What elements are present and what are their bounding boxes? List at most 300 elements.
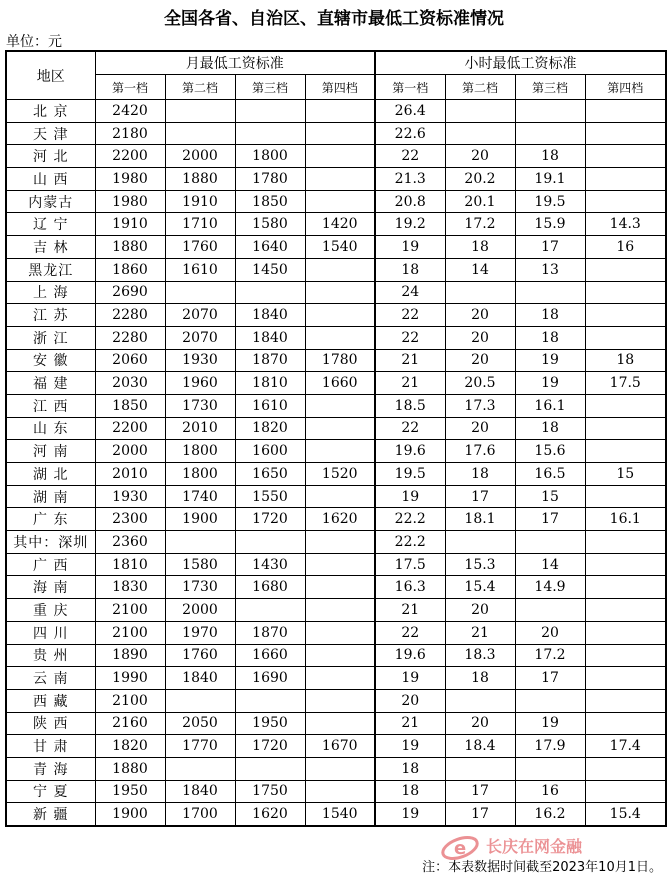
monthly-value-cell: 1730 — [165, 576, 235, 599]
hourly-value-cell: 16.3 — [375, 576, 445, 599]
hourly-value-cell: 19.5 — [515, 190, 585, 213]
table-row — [6, 281, 666, 304]
monthly-value-cell: 1980 — [95, 190, 165, 213]
monthly-value-cell: 1580 — [235, 213, 305, 236]
monthly-value-cell — [235, 599, 305, 622]
hourly-value-cell: 16 — [515, 780, 585, 803]
monthly-value-cell — [305, 485, 375, 508]
region-cell: 青 海 — [6, 757, 95, 780]
hourly-value-cell — [585, 145, 666, 168]
region-cell: 北 京 — [6, 100, 95, 123]
hourly-value-cell — [515, 689, 585, 712]
hourly-value-cell: 17.5 — [585, 372, 666, 395]
monthly-value-cell: 1540 — [305, 803, 375, 826]
hourly-value-cell — [585, 304, 666, 327]
monthly-value-cell — [165, 281, 235, 304]
monthly-value-cell: 2360 — [95, 531, 165, 554]
table-row — [6, 417, 666, 440]
monthly-value-cell — [305, 100, 375, 123]
hourly-value-cell — [585, 417, 666, 440]
monthly-value-cell — [305, 304, 375, 327]
monthly-value-cell: 1860 — [95, 258, 165, 281]
table-row — [6, 236, 666, 259]
monthly-value-cell — [305, 168, 375, 191]
hourly-value-cell — [515, 757, 585, 780]
hourly-value-cell — [585, 122, 666, 145]
hourly-value-cell: 20 — [445, 304, 515, 327]
hourly-value-cell: 21 — [375, 712, 445, 735]
hourly-value-cell: 21.3 — [375, 168, 445, 191]
region-cell: 福 建 — [6, 372, 95, 395]
region-cell: 内蒙古 — [6, 190, 95, 213]
monthly-value-cell: 1840 — [165, 667, 235, 690]
hourly-value-cell: 21 — [375, 599, 445, 622]
monthly-value-cell: 1930 — [95, 485, 165, 508]
hourly-value-cell — [585, 281, 666, 304]
hourly-value-cell: 20 — [445, 349, 515, 372]
monthly-value-cell: 1640 — [235, 236, 305, 259]
hourly-value-cell: 19 — [515, 372, 585, 395]
table-row — [6, 735, 666, 758]
table-row — [6, 689, 666, 712]
hourly-value-cell: 21 — [375, 372, 445, 395]
hourly-value-cell: 18 — [585, 349, 666, 372]
hourly-value-cell: 18 — [445, 667, 515, 690]
hourly-value-cell: 15 — [515, 485, 585, 508]
hourly-value-cell: 14.3 — [585, 213, 666, 236]
hourly-value-cell — [445, 122, 515, 145]
hourly-value-cell: 19.1 — [515, 168, 585, 191]
region-cell: 河 南 — [6, 440, 95, 463]
table-row — [6, 145, 666, 168]
monthly-value-cell: 1680 — [235, 576, 305, 599]
monthly-value-cell: 1430 — [235, 553, 305, 576]
hourly-value-cell: 24 — [375, 281, 445, 304]
hourly-value-cell: 20.8 — [375, 190, 445, 213]
monthly-value-cell: 1800 — [165, 440, 235, 463]
hourly-value-cell: 13 — [515, 258, 585, 281]
hourly-value-cell — [585, 394, 666, 417]
region-cell: 陕 西 — [6, 712, 95, 735]
monthly-value-cell: 1420 — [305, 213, 375, 236]
monthly-value-cell: 2060 — [95, 349, 165, 372]
monthly-value-cell — [305, 667, 375, 690]
monthly-value-cell: 1780 — [235, 168, 305, 191]
region-cell: 宁 夏 — [6, 780, 95, 803]
hourly-value-cell: 18 — [445, 463, 515, 486]
region-cell: 西 藏 — [6, 689, 95, 712]
hourly-value-cell: 14.9 — [515, 576, 585, 599]
table-body — [6, 100, 666, 827]
monthly-value-cell: 1760 — [165, 644, 235, 667]
hourly-value-cell: 15.4 — [585, 803, 666, 826]
hourly-value-cell: 17.3 — [445, 394, 515, 417]
hourly-value-cell — [515, 531, 585, 554]
monthly-value-cell — [305, 757, 375, 780]
monthly-value-cell: 2100 — [95, 689, 165, 712]
hourly-value-cell — [585, 485, 666, 508]
monthly-value-cell: 2050 — [165, 712, 235, 735]
hourly-value-cell — [585, 599, 666, 622]
hourly-value-cell: 17 — [515, 236, 585, 259]
hourly-tier-header: 第一档 — [375, 75, 445, 100]
monthly-value-cell: 2300 — [95, 508, 165, 531]
region-cell: 重 庆 — [6, 599, 95, 622]
hourly-value-cell: 18 — [515, 417, 585, 440]
monthly-value-cell — [165, 531, 235, 554]
monthly-value-cell: 2200 — [95, 417, 165, 440]
region-cell: 广 东 — [6, 508, 95, 531]
monthly-value-cell: 2180 — [95, 122, 165, 145]
watermark-logo — [438, 826, 668, 866]
hourly-value-cell: 19 — [515, 349, 585, 372]
monthly-value-cell: 1770 — [165, 735, 235, 758]
hourly-value-cell: 20 — [445, 145, 515, 168]
monthly-value-cell: 2160 — [95, 712, 165, 735]
table-row — [6, 190, 666, 213]
hourly-value-cell: 22 — [375, 621, 445, 644]
monthly-value-cell — [305, 145, 375, 168]
monthly-value-cell: 1810 — [235, 372, 305, 395]
region-cell: 江 西 — [6, 394, 95, 417]
table-row — [6, 621, 666, 644]
table-row — [6, 780, 666, 803]
hourly-tier-header: 第二档 — [445, 75, 515, 100]
monthly-value-cell: 1450 — [235, 258, 305, 281]
table-row — [6, 463, 666, 486]
hourly-value-cell: 16.2 — [515, 803, 585, 826]
hourly-value-cell — [585, 553, 666, 576]
monthly-value-cell: 1900 — [165, 508, 235, 531]
hourly-value-cell — [585, 621, 666, 644]
hourly-value-cell: 26.4 — [375, 100, 445, 123]
monthly-value-cell: 2100 — [95, 599, 165, 622]
monthly-value-cell: 1800 — [235, 145, 305, 168]
hourly-value-cell: 22 — [375, 145, 445, 168]
monthly-value-cell — [305, 417, 375, 440]
hourly-value-cell — [515, 281, 585, 304]
monthly-tier-header: 第二档 — [165, 75, 235, 100]
monthly-value-cell — [235, 757, 305, 780]
hourly-value-cell: 18 — [375, 258, 445, 281]
monthly-value-cell — [235, 122, 305, 145]
hourly-value-cell: 19 — [375, 236, 445, 259]
hourly-value-cell: 20 — [375, 689, 445, 712]
monthly-value-cell: 2690 — [95, 281, 165, 304]
hourly-value-cell — [515, 122, 585, 145]
hourly-value-cell: 14 — [515, 553, 585, 576]
table-row — [6, 553, 666, 576]
svg-text:e: e — [454, 838, 467, 859]
hourly-value-cell: 15.9 — [515, 213, 585, 236]
region-cell: 湖 北 — [6, 463, 95, 486]
region-cell: 黑龙江 — [6, 258, 95, 281]
hourly-value-cell: 18.5 — [375, 394, 445, 417]
footnote: 注：本表数据时间截至2023年10月1日。 — [422, 860, 662, 875]
monthly-value-cell: 1720 — [235, 508, 305, 531]
table-row — [6, 712, 666, 735]
hourly-value-cell: 21 — [445, 621, 515, 644]
table-row — [6, 531, 666, 554]
monthly-value-cell — [305, 689, 375, 712]
table-row — [6, 213, 666, 236]
hourly-value-cell: 17.5 — [375, 553, 445, 576]
monthly-value-cell: 2000 — [165, 145, 235, 168]
hourly-value-cell: 19 — [375, 803, 445, 826]
monthly-value-cell: 1670 — [305, 735, 375, 758]
table-row — [6, 508, 666, 531]
region-cell: 甘 肃 — [6, 735, 95, 758]
hourly-value-cell — [585, 757, 666, 780]
monthly-value-cell — [305, 190, 375, 213]
monthly-value-cell: 1520 — [305, 463, 375, 486]
hourly-value-cell — [585, 326, 666, 349]
monthly-value-cell: 1910 — [165, 190, 235, 213]
hourly-value-cell: 17.2 — [445, 213, 515, 236]
hourly-value-cell: 20 — [445, 712, 515, 735]
table-row — [6, 168, 666, 191]
hourly-value-cell — [445, 689, 515, 712]
monthly-value-cell: 1980 — [95, 168, 165, 191]
region-cell: 安 徽 — [6, 349, 95, 372]
hourly-value-cell: 16.1 — [585, 508, 666, 531]
monthly-value-cell — [165, 100, 235, 123]
monthly-value-cell — [305, 258, 375, 281]
hourly-value-cell — [585, 712, 666, 735]
monthly-value-cell: 1830 — [95, 576, 165, 599]
monthly-value-cell: 2010 — [165, 417, 235, 440]
hourly-value-cell: 22 — [375, 417, 445, 440]
hourly-value-cell: 20.5 — [445, 372, 515, 395]
table-row — [6, 644, 666, 667]
region-cell: 浙 江 — [6, 326, 95, 349]
table-row — [6, 326, 666, 349]
monthly-value-cell — [305, 621, 375, 644]
monthly-value-cell — [165, 689, 235, 712]
hourly-value-cell — [585, 100, 666, 123]
region-cell: 山 西 — [6, 168, 95, 191]
hourly-value-cell — [585, 667, 666, 690]
hourly-value-cell: 19.5 — [375, 463, 445, 486]
monthly-value-cell: 1600 — [235, 440, 305, 463]
region-cell: 山 东 — [6, 417, 95, 440]
monthly-value-cell — [305, 553, 375, 576]
hourly-value-cell: 17.9 — [515, 735, 585, 758]
monthly-value-cell — [305, 440, 375, 463]
monthly-value-cell: 2420 — [95, 100, 165, 123]
region-cell: 河 北 — [6, 145, 95, 168]
hourly-value-cell — [585, 258, 666, 281]
hourly-value-cell — [515, 599, 585, 622]
monthly-value-cell: 1990 — [95, 667, 165, 690]
region-cell: 贵 州 — [6, 644, 95, 667]
monthly-value-cell: 1690 — [235, 667, 305, 690]
monthly-value-cell: 1820 — [95, 735, 165, 758]
monthly-value-cell: 1550 — [235, 485, 305, 508]
page-title: 全国各省、自治区、直辖市最低工资标准情况 — [164, 9, 504, 29]
region-header: 地区 — [6, 51, 95, 100]
region-cell: 上 海 — [6, 281, 95, 304]
monthly-value-cell: 1730 — [165, 394, 235, 417]
monthly-value-cell: 1540 — [305, 236, 375, 259]
monthly-value-cell: 1850 — [235, 190, 305, 213]
region-cell: 天 津 — [6, 122, 95, 145]
monthly-value-cell — [235, 531, 305, 554]
hourly-value-cell — [585, 168, 666, 191]
hourly-value-cell — [585, 576, 666, 599]
hourly-value-cell: 20 — [445, 326, 515, 349]
region-cell: 云 南 — [6, 667, 95, 690]
hourly-value-cell: 20 — [515, 621, 585, 644]
monthly-value-cell: 1880 — [165, 168, 235, 191]
region-cell: 辽 宁 — [6, 213, 95, 236]
hourly-tier-header: 第三档 — [515, 75, 585, 100]
monthly-value-cell: 1840 — [165, 780, 235, 803]
hourly-value-cell: 17 — [515, 508, 585, 531]
monthly-value-cell: 1650 — [235, 463, 305, 486]
monthly-value-cell: 1760 — [165, 236, 235, 259]
hourly-value-cell: 18 — [375, 757, 445, 780]
monthly-value-cell: 1580 — [165, 553, 235, 576]
hourly-value-cell: 15.3 — [445, 553, 515, 576]
monthly-value-cell: 2200 — [95, 145, 165, 168]
monthly-value-cell — [165, 757, 235, 780]
hourly-value-cell: 22 — [375, 326, 445, 349]
table-row — [6, 304, 666, 327]
monthly-value-cell: 1840 — [235, 326, 305, 349]
monthly-tier-header: 第四档 — [305, 75, 375, 100]
table-row — [6, 100, 666, 123]
hourly-value-cell: 16 — [585, 236, 666, 259]
table-row — [6, 372, 666, 395]
monthly-value-cell: 1750 — [235, 780, 305, 803]
hourly-value-cell: 17 — [445, 803, 515, 826]
monthly-value-cell: 1700 — [165, 803, 235, 826]
region-cell: 四 川 — [6, 621, 95, 644]
header-row-groups — [6, 51, 666, 75]
hourly-value-cell: 21 — [375, 349, 445, 372]
region-cell: 湖 南 — [6, 485, 95, 508]
hourly-value-cell: 18 — [445, 236, 515, 259]
hourly-value-cell: 17.4 — [585, 735, 666, 758]
monthly-value-cell: 2030 — [95, 372, 165, 395]
hourly-value-cell: 14 — [445, 258, 515, 281]
hourly-value-cell — [585, 440, 666, 463]
hourly-value-cell: 17.2 — [515, 644, 585, 667]
monthly-value-cell — [305, 780, 375, 803]
hourly-value-cell — [585, 689, 666, 712]
table-row — [6, 599, 666, 622]
region-cell: 广 西 — [6, 553, 95, 576]
monthly-value-cell: 1900 — [95, 803, 165, 826]
hourly-value-cell: 20.1 — [445, 190, 515, 213]
hourly-value-cell — [585, 644, 666, 667]
table-row — [6, 122, 666, 145]
hourly-value-cell: 18.4 — [445, 735, 515, 758]
monthly-value-cell: 1950 — [95, 780, 165, 803]
header-row-tiers — [6, 75, 666, 100]
hourly-value-cell: 18 — [515, 145, 585, 168]
monthly-value-cell: 1850 — [95, 394, 165, 417]
monthly-group-header: 月最低工资标准 — [95, 51, 375, 75]
hourly-value-cell: 19 — [375, 485, 445, 508]
monthly-value-cell: 1800 — [165, 463, 235, 486]
hourly-value-cell: 18 — [375, 780, 445, 803]
hourly-value-cell: 19.6 — [375, 644, 445, 667]
table-row — [6, 440, 666, 463]
table-row — [6, 485, 666, 508]
hourly-value-cell — [445, 100, 515, 123]
monthly-value-cell: 2010 — [95, 463, 165, 486]
monthly-value-cell: 1780 — [305, 349, 375, 372]
monthly-value-cell: 1620 — [235, 803, 305, 826]
monthly-value-cell — [305, 644, 375, 667]
table-row — [6, 258, 666, 281]
monthly-value-cell — [305, 326, 375, 349]
hourly-value-cell: 17 — [445, 780, 515, 803]
hourly-group-header: 小时最低工资标准 — [375, 51, 666, 75]
region-cell: 其中：深圳 — [6, 531, 95, 554]
monthly-value-cell: 1710 — [165, 213, 235, 236]
hourly-tier-header: 第四档 — [585, 75, 666, 100]
monthly-value-cell: 1870 — [235, 349, 305, 372]
monthly-value-cell — [235, 689, 305, 712]
monthly-value-cell: 1740 — [165, 485, 235, 508]
monthly-value-cell: 1960 — [165, 372, 235, 395]
hourly-value-cell: 18.3 — [445, 644, 515, 667]
table-row — [6, 803, 666, 826]
hourly-value-cell — [445, 531, 515, 554]
hourly-value-cell: 18 — [515, 326, 585, 349]
hourly-value-cell: 22.2 — [375, 531, 445, 554]
hourly-value-cell: 22.6 — [375, 122, 445, 145]
svg-text:长庆在网金融: 长庆在网金融 — [486, 837, 583, 856]
hourly-value-cell: 15.4 — [445, 576, 515, 599]
monthly-value-cell — [305, 712, 375, 735]
monthly-value-cell: 2100 — [95, 621, 165, 644]
monthly-value-cell: 1890 — [95, 644, 165, 667]
hourly-value-cell: 19 — [375, 735, 445, 758]
hourly-value-cell — [515, 100, 585, 123]
hourly-value-cell: 16.5 — [515, 463, 585, 486]
monthly-value-cell — [235, 281, 305, 304]
hourly-value-cell: 16.1 — [515, 394, 585, 417]
monthly-value-cell — [305, 599, 375, 622]
monthly-value-cell — [305, 394, 375, 417]
monthly-value-cell: 2070 — [165, 326, 235, 349]
monthly-value-cell — [305, 281, 375, 304]
hourly-value-cell: 18 — [515, 304, 585, 327]
monthly-value-cell — [165, 122, 235, 145]
hourly-value-cell: 19.6 — [375, 440, 445, 463]
monthly-value-cell — [305, 531, 375, 554]
monthly-value-cell: 1840 — [235, 304, 305, 327]
hourly-value-cell: 15.6 — [515, 440, 585, 463]
table-row — [6, 667, 666, 690]
hourly-value-cell — [445, 757, 515, 780]
monthly-value-cell: 1880 — [95, 757, 165, 780]
monthly-tier-header: 第一档 — [95, 75, 165, 100]
table-row — [6, 394, 666, 417]
hourly-value-cell — [585, 190, 666, 213]
hourly-value-cell: 15 — [585, 463, 666, 486]
monthly-value-cell — [305, 576, 375, 599]
hourly-value-cell: 19 — [515, 712, 585, 735]
hourly-value-cell: 17.6 — [445, 440, 515, 463]
table-row — [6, 349, 666, 372]
region-cell: 吉 林 — [6, 236, 95, 259]
monthly-value-cell: 2280 — [95, 304, 165, 327]
